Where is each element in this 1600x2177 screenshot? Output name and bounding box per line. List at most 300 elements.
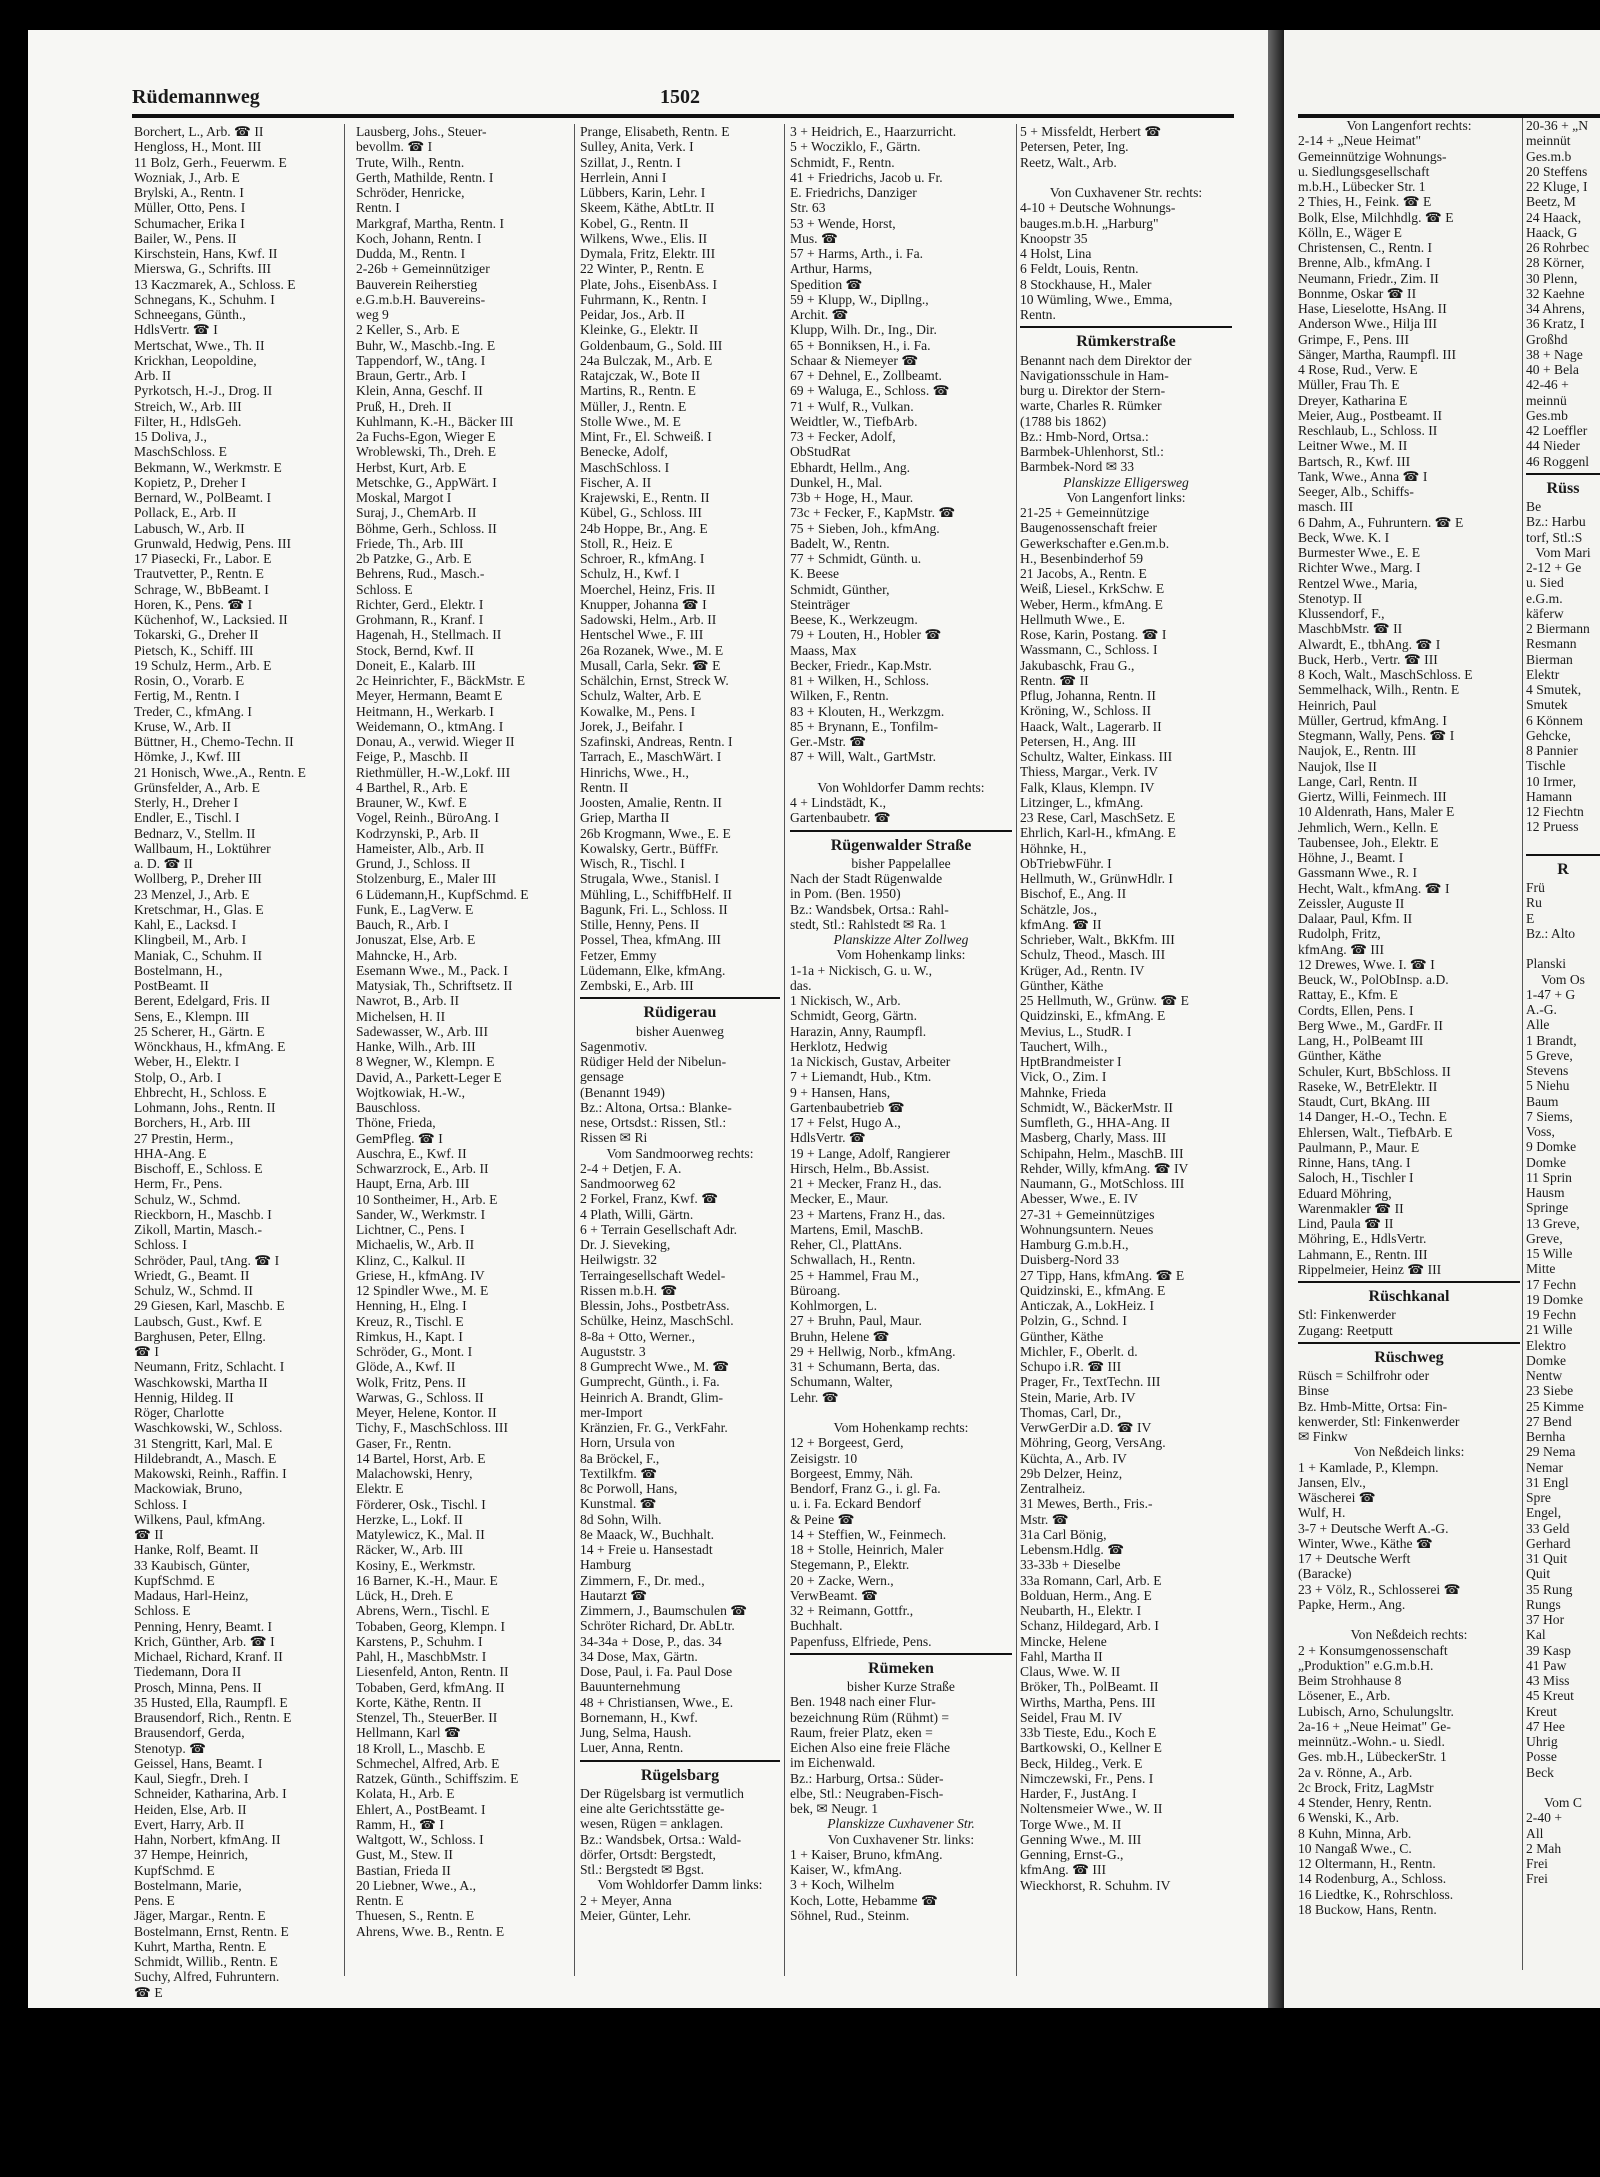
directory-entry: Bruhn, Helene ☎ (790, 1328, 890, 1344)
directory-entry: Zentralheiz. (1020, 1481, 1086, 1496)
directory-entry: Behrens, Rud., Masch.- (356, 566, 485, 582)
directory-entry: 1 + Kamlade, P., Klempn. (1298, 1459, 1439, 1475)
directory-entry: Räcker, W., Arb. III (356, 1542, 464, 1558)
directory-entry: Bartsch, R., Kwf. III (1298, 453, 1411, 469)
directory-entry: 1 Nickisch, W., Arb. (790, 993, 901, 1008)
directory-entry: Spre (1526, 1490, 1551, 1505)
directory-entry: Weidtler, W., TiefbArb. (790, 413, 918, 429)
directory-entry: Gaser, Fr., Rentn. (356, 1435, 452, 1451)
directory-entry: Jung, Selma, Haush. (580, 1725, 692, 1740)
directory-entry: Mint, Fr., El. Schweiß. I (580, 429, 712, 444)
directory-entry: Greve, (1526, 1230, 1563, 1246)
directory-entry: 23 + Völz, R., Schlosserei ☎ (1298, 1581, 1461, 1597)
directory-entry: ObStudRat (790, 444, 851, 460)
directory-entry: Nemar (1526, 1459, 1563, 1475)
directory-entry: ✉ Finkw (1298, 1429, 1348, 1444)
directory-entry: Christensen, C., Rentn. I (1298, 240, 1433, 255)
directory-entry: Plate, Johs., EisenbAss. I (580, 276, 718, 292)
directory-entry: Kowalke, M., Pens. I (580, 703, 696, 719)
directory-entry: Masberg, Charly, Mass. III (1020, 1130, 1167, 1146)
street-heading: Rüschweg (1374, 1348, 1444, 1366)
directory-entry: KupfSchmd. E (134, 1862, 215, 1878)
directory-entry: Alwardt, E., tbhAng. ☎ I (1298, 636, 1441, 652)
directory-entry: Claus, Wwe. W. II (1020, 1664, 1121, 1679)
directory-entry: 9 Domke (1526, 1139, 1577, 1155)
directory-entry: Bauschloss. (356, 1100, 421, 1115)
directory-entry: Koch, Lotte, Hebamme ☎ (790, 1892, 938, 1908)
directory-entry: 19 Fechn (1526, 1307, 1577, 1322)
directory-entry: 2 Forkel, Franz, Kwf. ☎ (580, 1191, 719, 1207)
directory-entry: 36 Kratz, I (1526, 316, 1585, 332)
directory-entry: Kröning, W., Schloss. II (1020, 703, 1152, 719)
directory-entry: Schulz, Theod., Masch. III (1020, 947, 1166, 963)
directory-entry: Hirsch, Helm., Bb.Assist. (790, 1160, 930, 1176)
directory-entry: Abrens, Wern., Tischl. E (356, 1603, 490, 1619)
heading-rule (580, 997, 780, 999)
directory-entry: Engel, (1526, 1505, 1562, 1521)
directory-entry: Staudt, Curt, BkAng. III (1298, 1094, 1431, 1109)
directory-entry: Uhrig (1526, 1734, 1558, 1749)
column-separator (574, 124, 575, 1976)
directory-entry: Alle (1526, 1017, 1550, 1033)
directory-entry: Mincke, Helene (1020, 1633, 1107, 1649)
heading-rule (1526, 473, 1600, 475)
directory-entry: 87 + Will, Walt., GartMstr. (790, 749, 936, 765)
directory-entry: Bz.: Harbu (1526, 514, 1586, 530)
directory-entry: Semmelhack, Wilh., Rentn. E (1298, 682, 1460, 698)
directory-entry: & Peine ☎ (790, 1511, 855, 1527)
directory-entry: 21-25 + Gemeinnützige (1020, 505, 1150, 520)
directory-entry: Frei (1526, 1871, 1548, 1887)
directory-entry: Sens, E., Klempn. III (134, 1008, 250, 1024)
directory-entry: Schulz, Walter, Arb. E (580, 688, 702, 704)
directory-entry: Schmidt, W., BäckerMstr. II (1020, 1099, 1173, 1115)
directory-entry: 2-12 + Ge (1526, 560, 1582, 575)
directory-entry: Streich, W., Arb. III (134, 398, 242, 414)
directory-entry: Elektr. E (356, 1481, 404, 1497)
directory-entry: Quidzinski, E., kfmAng. E (1020, 1282, 1166, 1298)
directory-entry: 29b Delzer, Heinz, (1020, 1465, 1123, 1481)
directory-entry: Griese, H., kfmAng. IV (356, 1267, 485, 1283)
directory-entry: Moerchel, Heinz, Fris. II (580, 581, 716, 597)
directory-entry: Böhme, Gerh., Schloss. II (356, 520, 497, 536)
directory-entry: 4 Rose, Rud., Verw. E (1298, 362, 1418, 377)
directory-entry: 32 Kaehne (1526, 285, 1585, 301)
directory-entry: Hinrichs, Wwe., H., (580, 764, 689, 780)
directory-entry: Eduard Möhring, (1298, 1185, 1392, 1201)
directory-entry: Springe (1526, 1200, 1569, 1216)
directory-entry: Berent, Edelgard, Fris. II (134, 993, 270, 1009)
directory-entry: Brauner, W., Kwf. E (356, 795, 467, 810)
directory-entry: Seidel, Frau M. IV (1020, 1709, 1123, 1725)
directory-entry: Rose, Karin, Postang. ☎ I (1020, 627, 1167, 642)
column-separator (784, 124, 785, 1976)
directory-entry: 23 + Martens, Franz H., das. (790, 1206, 946, 1222)
directory-entry: Szillat, J., Rentn. I (580, 154, 681, 170)
directory-entry: Vom Sandmoorweg rechts: (606, 1145, 754, 1161)
directory-entry: mer-Import (580, 1404, 643, 1420)
directory-entry: Büttner, H., Chemo-Techn. II (134, 734, 294, 749)
directory-entry: Schneegans, Günth., (134, 307, 246, 322)
directory-entry: Der Rügelsbarg ist vermutlich (580, 1785, 744, 1801)
directory-entry: 33-33b + Dieselbe (1020, 1557, 1121, 1573)
directory-entry: u. Siedlungsgesellschaft (1298, 163, 1430, 179)
directory-entry: Schaar & Niemeyer ☎ (790, 352, 919, 368)
directory-entry: 10 Wümling, Wwe., Emma, (1020, 291, 1173, 307)
directory-entry: 8 Wegner, W., Klempn. E (356, 1054, 495, 1070)
directory-entry: Günther, Käthe (1298, 1048, 1382, 1064)
directory-entry: Von Cuxhavener Str. links: (827, 1831, 975, 1847)
directory-entry: HdlsVertr. ☎ (790, 1130, 866, 1146)
directory-entry: 10 Irmer, (1526, 773, 1577, 789)
directory-entry: Possel, Thea, kfmAng. III (580, 932, 721, 948)
directory-entry: 20 Liebner, Wwe., A., (356, 1877, 477, 1893)
directory-entry: Meyer, Hermann, Beamt E (356, 688, 503, 704)
directory-entry: 24b Hoppe, Br., Ang. E (580, 520, 708, 536)
directory-entry: Möhring, Georg, VersAng. (1020, 1435, 1166, 1451)
directory-entry: 18 + Stolle, Heinrich, Maler (790, 1542, 944, 1557)
directory-entry: 6 Lüdemann,H., KupfSchmd. E (356, 886, 529, 902)
directory-entry: Schmidt, Günther, (790, 581, 890, 597)
directory-entry: Hahn, Norbert, kfmAng. II (134, 1832, 281, 1847)
directory-entry: Küchenhof, W., Lacksied. II (134, 612, 288, 627)
directory-entry: Penning, Henry, Beamt. I (134, 1618, 273, 1634)
directory-entry: Thöne, Frieda, (356, 1115, 436, 1131)
directory-entry: MaschbMstr. ☎ II (1298, 621, 1403, 637)
directory-entry: Von Cuxhavener Str. rechts: (1049, 185, 1203, 200)
directory-entry (1020, 170, 1232, 185)
directory-entry: Sandmoorweg 62 (580, 1176, 676, 1191)
directory-entry: Buck, Herb., Vertr. ☎ III (1298, 651, 1438, 667)
directory-entry: Bostelmann, Ernst, Rentn. E (134, 1923, 289, 1939)
directory-entry: 2 Thies, H., Feink. ☎ E (1298, 194, 1432, 210)
directory-entry: Rentzel Wwe., Maria, (1298, 575, 1418, 591)
directory-entry: Lohmann, Johs., Rentn. II (134, 1100, 276, 1115)
directory-entry: 15 Wille (1526, 1246, 1573, 1261)
directory-entry: eine alte Gerichtsstätte ge- (580, 1801, 725, 1816)
directory-entry: Borgeest, Emmy, Näh. (790, 1465, 914, 1481)
directory-entry: Jehmlich, Wern., Kelln. E (1298, 819, 1439, 835)
directory-entry: Domke (1526, 1154, 1567, 1170)
directory-entry: Jonuszat, Else, Arb. E (356, 932, 476, 948)
directory-entry: Schloss. I (134, 1237, 187, 1253)
right-page-column-2 (1526, 118, 1600, 1887)
directory-entry: in Pom. (Ben. 1950) (790, 886, 901, 902)
directory-entry: 11 Sprin (1526, 1169, 1572, 1185)
directory-entry: masch. III (1298, 499, 1354, 515)
directory-entry: e.G.m. (1526, 590, 1563, 606)
directory-entry: 21 + Mecker, Franz H., das. (790, 1176, 942, 1191)
directory-entry: 21 Wille (1526, 1322, 1573, 1338)
directory-entry: 53 + Wende, Horst, (790, 215, 896, 231)
directory-entry: Rüdiger Held der Nibelun- (580, 1054, 727, 1069)
directory-entry: Rippelmeier, Heinz ☎ III (1298, 1261, 1442, 1277)
directory-entry: Günther, Käthe (1020, 977, 1104, 993)
directory-entry: Korte, Käthe, Rentn. II (356, 1694, 482, 1710)
directory-entry: Hennig, Hildeg. II (134, 1389, 234, 1405)
heading-rule (790, 1653, 1012, 1655)
directory-entry: Lück, H., Dreh. E (356, 1588, 454, 1603)
directory-entry: Schröder, G., Mont. I (356, 1344, 473, 1359)
directory-entry: Gust, M., Stew. II (356, 1847, 453, 1863)
directory-entry: 44 Nieder (1526, 438, 1580, 454)
directory-entry: Archit. ☎ (790, 307, 849, 322)
street-heading: Rüss (1546, 479, 1580, 497)
directory-entry: 65 + Bonniksen, H., i. Fa. (790, 337, 931, 353)
directory-entry: Schnegans, K., Schuhm. I (134, 291, 275, 307)
directory-entry: Kahl, E., Lacksd. I (134, 917, 237, 932)
directory-entry: ObTriebwFühr. I (1020, 855, 1112, 871)
directory-entry: Wieckhorst, R. Schuhm. IV (1020, 1877, 1171, 1893)
directory-entry: ☎ II (134, 1527, 164, 1542)
directory-entry: Sterly, H., Dreher I (134, 795, 239, 810)
directory-entry: Wönckhaus, H., kfmAng. E (134, 1039, 286, 1054)
scan-border-top (0, 0, 1600, 30)
directory-entry: Taubensee, Joh., Elektr. E (1298, 834, 1439, 850)
directory-entry: ☎ E (134, 1984, 163, 2000)
directory-entry: 2-26b + Gemeinnütziger (356, 261, 490, 277)
directory-entry: 26 Rohrbec (1526, 240, 1590, 255)
directory-entry: Lehr. ☎ (790, 1389, 839, 1405)
directory-entry: Bauch, R., Arb. I (356, 917, 449, 932)
directory-entry: 13 Greve, (1526, 1215, 1580, 1231)
directory-entry: Quit (1526, 1566, 1551, 1582)
directory-entry: Cordts, Ellen, Pens. I (1298, 1002, 1414, 1018)
directory-entry: Thomas, Carl, Dr., (1020, 1404, 1122, 1420)
directory-entry: Schupo i.R. ☎ III (1020, 1359, 1122, 1374)
directory-entry: Mstr. ☎ (1020, 1511, 1069, 1527)
directory-entry (1298, 1612, 1520, 1627)
directory-entry: HHA-Ang. E (134, 1145, 207, 1161)
directory-entry: Rattay, E., Kfm. E (1298, 987, 1398, 1003)
directory-entry: Hamburg G.m.b.H., (1020, 1237, 1129, 1252)
directory-entry: kenwerder, Stl: Finkenwerder (1298, 1413, 1460, 1429)
directory-entry: Hanke, Rolf, Beamt. II (134, 1542, 259, 1558)
directory-entry: 8 Stockhause, H., Maler (1020, 276, 1152, 292)
heading-rule (1298, 1342, 1520, 1344)
directory-entry: 31 Quit (1526, 1551, 1568, 1566)
directory-entry: 12 Drewes, Wwe. I. ☎ I (1298, 956, 1435, 972)
directory-entry: Michael, Richard, Kranf. II (134, 1649, 283, 1664)
directory-entry: ☎ I (134, 1344, 159, 1359)
directory-entry: Auschra, E., Kwf. II (356, 1145, 467, 1161)
directory-entry: Stenotyp. II (1298, 590, 1363, 606)
directory-entry: 5 + Missfeldt, Herbert ☎ (1020, 124, 1162, 139)
directory-entry: Müller, J., Rentn. E (580, 398, 687, 414)
directory-entry: 6 Könnem (1526, 712, 1584, 728)
directory-entry: MaschSchloss. E (134, 444, 227, 460)
directory-entry: Wriedt, G., Beamt. II (134, 1267, 250, 1283)
directory-entry: Krickhan, Leopoldine, (134, 352, 257, 368)
directory-entry: Paulmann, P., Maur. E (1298, 1139, 1420, 1155)
directory-entry: Raseke, W., BetrElektr. II (1298, 1078, 1438, 1094)
directory-entry: 35 Rung (1526, 1581, 1573, 1597)
directory-entry: Rentn. I (356, 200, 400, 216)
directory-entry: Hase, Lieselotte, HsAng. II (1298, 301, 1447, 316)
directory-entry: Bernha (1526, 1429, 1566, 1444)
directory-entry: Smutek (1526, 697, 1568, 713)
directory-entry: Schipahn, Helm., MaschB. III (1020, 1145, 1184, 1161)
directory-entry: Röger, Charlotte (134, 1405, 225, 1420)
directory-entry: Waschkowski, W., Schloss. (134, 1420, 283, 1436)
directory-entry: Esemann Wwe., M., Pack. I (356, 962, 508, 978)
directory-entry: Warenmakler ☎ II (1298, 1200, 1404, 1216)
directory-entry: Klussendorf, F., (1298, 606, 1385, 621)
directory-entry: Abesser, Wwe., E. IV (1020, 1191, 1139, 1207)
directory-entry: Seeger, Alb., Schiffs- (1298, 484, 1414, 499)
directory-entry: Henning, H., Elng. I (356, 1298, 467, 1314)
directory-entry: Kowalsky, Gertr., BüffFr. (580, 840, 719, 856)
directory-entry: Ehlersen, Walt., TiefbArb. E (1298, 1124, 1453, 1140)
directory-entry: Rungs (1526, 1596, 1561, 1612)
directory-entry: Hagenah, H., Stellmach. II (356, 627, 502, 643)
directory-entry: Großhd (1526, 331, 1568, 347)
directory-entry: Frü (1526, 880, 1545, 895)
directory-entry: Mahnke, Frieda (1020, 1084, 1107, 1100)
directory-entry: 22 Winter, P., Rentn. E (580, 261, 705, 277)
directory-entry: Brylski, A., Rentn. I (134, 185, 244, 200)
directory-entry: Auguststr. 3 (580, 1343, 646, 1359)
directory-entry: Zugang: Reetputt (1298, 1322, 1393, 1338)
directory-entry: meinnüt (1526, 133, 1571, 149)
directory-entry: Gartenbaubetrieb ☎ (790, 1099, 905, 1115)
directory-entry: 35 Husted, Ella, Raumpfl. E (134, 1694, 288, 1710)
directory-entry: Naumann, G., MotSchloss. III (1020, 1176, 1185, 1191)
directory-entry: Bostelmann, Marie, (134, 1877, 242, 1893)
directory-entry: Sadewasser, W., Arb. III (356, 1023, 488, 1039)
directory-entry: Kaiser, W., kfmAng. (790, 1862, 902, 1877)
directory-entry: Schulz, W., Schmd. II (134, 1283, 253, 1298)
directory-entry: Klinz, C., Kalkul. II (356, 1252, 466, 1268)
directory-entry: 79 + Louten, H., Hobler ☎ (790, 627, 942, 643)
directory-entry: Pyrkotsch, H.-J., Drog. II (134, 383, 273, 399)
directory-entry: Trautvetter, P., Rentn. E (134, 566, 264, 582)
directory-entry: Friede, Th., Arb. III (356, 535, 464, 551)
directory-entry: nese, Ortsdst.: Rissen, Stl.: (580, 1115, 727, 1130)
directory-entry: Liesenfeld, Anton, Rentn. II (356, 1664, 509, 1680)
directory-column-1 (134, 124, 340, 2000)
directory-entry: Szafinski, Andreas, Rentn. I (580, 734, 733, 749)
directory-entry: Rehder, Willy, kfmAng. ☎ IV (1020, 1160, 1189, 1176)
directory-entry: Höhne, J., Beamt. I (1298, 850, 1404, 865)
directory-entry: Maass, Max (790, 642, 857, 658)
directory-entry: 83 + Klouten, H., Werkzgm. (790, 703, 945, 719)
directory-entry: Wojtkowiak, H.-W., (356, 1084, 466, 1100)
directory-entry: Von Wohldorfer Damm rechts: (817, 779, 985, 795)
directory-entry: 34 Dose, Max, Gärtn. (580, 1648, 698, 1664)
directory-entry: 32 + Reimann, Gottfr., (790, 1603, 914, 1618)
directory-entry: 23 Menzel, J., Arb. E (134, 886, 250, 902)
directory-entry: Noltensmeier Wwe., W. II (1020, 1801, 1163, 1817)
directory-entry: Braun, Gertr., Arb. I (356, 368, 466, 383)
directory-entry: 8 Gumprecht Wwe., M. ☎ (580, 1359, 730, 1374)
directory-entry: Schloss. E (134, 1603, 191, 1619)
directory-entry: Schröder, Henricke, (356, 185, 465, 200)
directory-entry: Elektr (1526, 666, 1560, 682)
directory-entry (1526, 1780, 1600, 1795)
directory-column-2 (356, 124, 570, 1939)
directory-entry: Mevius, L., StudR. I (1020, 1023, 1132, 1039)
directory-entry: Ramm, H., ☎ I (356, 1816, 444, 1832)
column-separator (1016, 124, 1017, 1976)
directory-entry: das. (790, 977, 812, 993)
directory-entry: Herbst, Kurt, Arb. E (356, 459, 467, 475)
directory-entry: Nach der Stadt Rügenwalde (790, 871, 943, 886)
directory-entry: Ger.-Mstr. ☎ (790, 734, 867, 749)
directory-entry: Vom Os (1541, 971, 1585, 987)
directory-entry: Schälchin, Ernst, Streck W. (580, 673, 729, 688)
column-separator (344, 124, 345, 1976)
directory-entry: 14 + Steffien, W., Feinmech. (790, 1526, 947, 1542)
directory-entry: Bornemann, H., Kwf. (580, 1709, 698, 1725)
directory-entry: Martens, Emil, MaschB. (790, 1221, 924, 1237)
directory-entry: 37 Hempe, Heinrich, (134, 1847, 249, 1863)
directory-entry: 17 Fechn (1526, 1276, 1577, 1292)
directory-entry: 27-31 + Gemeinnütziges (1020, 1206, 1155, 1222)
directory-entry: 29 Giesen, Karl, Maschb. E (134, 1298, 285, 1314)
directory-column-3 (580, 124, 780, 1923)
directory-entry: Bastian, Frieda II (356, 1862, 451, 1878)
directory-entry: Bröker, Th., PolBeamt. II (1020, 1679, 1159, 1695)
directory-entry: Schrage, W., BbBeamt. I (134, 581, 269, 597)
directory-entry: 12 Pruess (1526, 819, 1579, 835)
directory-entry: Reschlaub, L., Schloss. II (1298, 423, 1438, 438)
directory-entry: 73 + Fecker, Adolf, (790, 429, 896, 444)
directory-entry: Griep, Martha II (580, 810, 670, 826)
directory-entry: 2-4 + Detjen, F. A. (580, 1160, 682, 1176)
directory-entry: Barghusen, Peter, Ellng. (134, 1328, 266, 1344)
directory-entry: 42-46 + (1526, 377, 1569, 393)
directory-entry: Haack, Walt., Lagerarb. II (1020, 718, 1162, 734)
directory-entry: Nawrot, B., Arb. II (356, 993, 460, 1009)
directory-entry: Beetz, M (1526, 194, 1576, 210)
directory-entry: Navigationsschule in Ham- (1020, 367, 1169, 383)
directory-entry: Quidzinski, E., kfmAng. E (1020, 1008, 1166, 1024)
directory-entry: (1788 bis 1862) (1020, 413, 1107, 429)
header-rule (132, 114, 1234, 118)
directory-entry: 77 + Schmidt, Günth. u. (790, 551, 922, 566)
directory-entry: Lösener, E., Arb. (1298, 1688, 1391, 1704)
directory-entry: Ebhardt, Hellm., Ang. (790, 459, 911, 475)
directory-entry: 5 Greve, (1526, 1047, 1573, 1063)
directory-entry: Ehbrecht, H., Schloss. E (134, 1084, 267, 1100)
directory-entry: Ru (1526, 895, 1542, 911)
directory-entry: 4 Plath, Willi, Gärtn. (580, 1206, 694, 1222)
directory-entry: 23 Rese, Carl, MaschSetz. E (1020, 810, 1176, 825)
column-separator (1522, 118, 1523, 1970)
directory-entry: 85 + Brynann, E., Tonfilm- (790, 718, 939, 734)
street-heading: Rüdigerau (643, 1004, 717, 1022)
directory-entry: 39 Kasp (1526, 1642, 1571, 1658)
directory-entry: Goldenbaum, G., Sold. III (580, 337, 723, 353)
directory-entry: Planskizze Alter Zollweg (833, 932, 969, 947)
directory-entry: Stein, Marie, Arb. IV (1020, 1389, 1136, 1405)
directory-entry: Hausm (1526, 1185, 1565, 1200)
directory-entry: Rieckborn, H., Maschb. I (134, 1206, 272, 1222)
directory-entry: Schmidt, F., Rentn. (790, 154, 895, 170)
page-number: 1502 (660, 86, 700, 108)
directory-entry: Pens. E (134, 1893, 175, 1908)
directory-entry: 21 Jacobs, A., Rentn. E (1020, 566, 1147, 581)
directory-entry: Bonnme, Oskar ☎ II (1298, 285, 1417, 301)
directory-entry: Hellmuth, W., GrünwHdlr. I (1020, 871, 1173, 886)
directory-entry: Mecker, E., Maur. (790, 1191, 889, 1207)
directory-entry: 18 Buckow, Hans, Rentn. (1298, 1901, 1437, 1917)
directory-entry: 27 Bend (1526, 1413, 1572, 1429)
directory-entry: 1 + Kaiser, Bruno, kfmAng. (790, 1846, 943, 1862)
directory-entry: Pollack, E., Arb. II (134, 505, 237, 521)
directory-entry: Strugala, Wwe., Stanisl. I (580, 871, 720, 887)
